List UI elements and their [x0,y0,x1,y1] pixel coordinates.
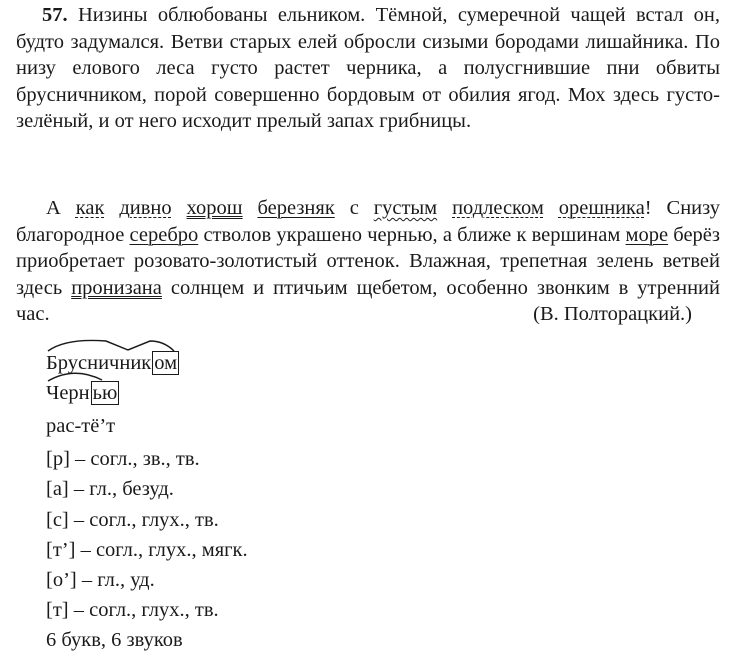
phonetic-line: [о’] – гл., уд. [46,569,155,591]
p2-word-sea: море [625,223,669,246]
p2-word-undergrowth: подлеском [452,197,544,219]
paragraph-2 [16,195,720,328]
phonetic-line: [р] – согл., зв., тв. [46,448,200,470]
p2-word: ! Снизу благородное [16,197,721,246]
p2-word: с [334,197,374,219]
p2-word [243,197,258,219]
p2-word [172,197,187,219]
p2-word: берёз приобретает розовато-золотистый оттенок. Влажная, трепетная зелень ветвей здесь [16,223,720,299]
paragraph-1 [16,2,720,135]
word-2-ending: ью [92,382,118,404]
p2-word [437,197,452,219]
p2-word: А [46,197,76,219]
word-1-stem: Брусничник [46,352,152,374]
phonetic-line: [т] – согл., глух., тв. [46,599,219,621]
word-2-stem: Черн [46,382,90,404]
phonetic-line: [а] – гл., безуд. [46,478,174,500]
author-attribution: (В. Полторацкий.) [533,303,692,325]
p2-word: стволов украшено чернью, а ближе к вершинам [198,223,626,246]
p2-word-dense: густым [373,197,438,219]
p2-word-good: хорош [186,197,243,219]
p2-word-silver: серебро [129,223,199,246]
word-1-stem-group [46,350,151,376]
word-1-ending: ом [154,352,178,374]
phonetic-line: [с] – согл., глух., тв. [46,509,219,531]
p2-word [544,197,559,219]
p2-word-wonderfully: дивно [119,197,172,219]
p2-word: солнцем и птичьим щебетом, особенно звонким в утренний час. [16,276,720,325]
p2-word [104,197,119,219]
syllable-division: рас-тё’т [46,415,116,437]
morpheme-word-2 [46,380,119,406]
exercise-number: 57. [42,4,68,26]
root-arc-mark [46,338,176,352]
p2-word-pierced: пронизана [71,276,162,299]
p2-word-hazel: орешника [558,197,645,219]
p2-word-how: как [75,197,105,219]
letter-sound-summary: 6 букв, 6 звуков [46,629,183,651]
morpheme-word-1 [46,350,179,376]
paragraph-1-text: Низины облюбованы ельником. Тёмной, сумеречной чащей встал он, будто задумался. Ветви старых елей обросли сизыми бородами лишайника. По низу елового леса густо растет черника, а полусгнившие пни обвиты брусничником, порой совершенно бордовым от обилия ягод. Мох здесь густо-зелёный, и от него исходит прелый запах грибницы. [16,4,721,132]
word-2-stem-group [46,380,90,406]
p2-word-birch-grove: березняк [257,197,335,219]
phonetic-line: [т’] – согл., глух., мягк. [46,539,248,561]
